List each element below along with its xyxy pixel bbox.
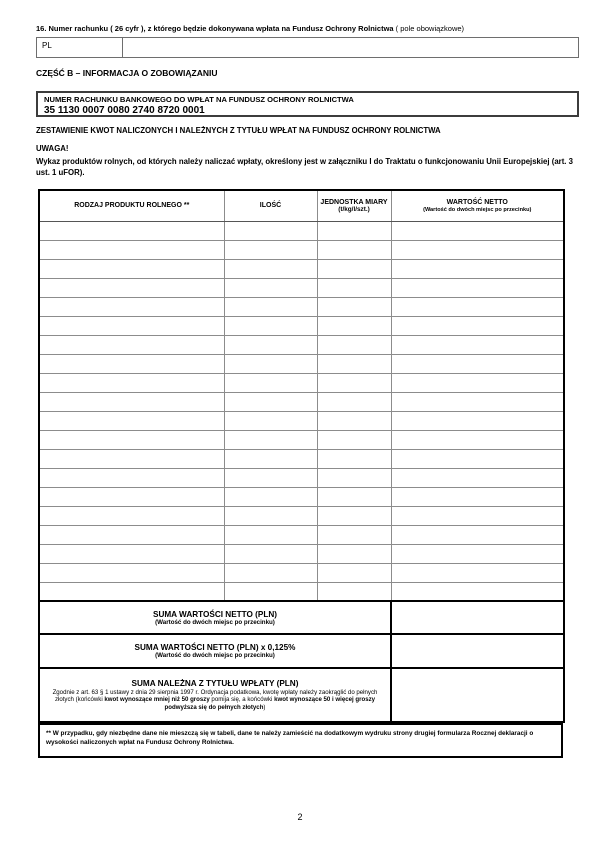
product-row-13 xyxy=(39,449,564,468)
quantity-cell[interactable] xyxy=(224,449,317,468)
product-row-16 xyxy=(39,506,564,525)
account-number-input[interactable] xyxy=(123,38,578,57)
header-unit-subtitle: (t/kg/l/szt.) xyxy=(338,205,370,213)
sum-net-x-rate-value-cell[interactable] xyxy=(391,634,564,668)
fund-bank-account-number: 35 1130 0007 0080 2740 8720 0001 xyxy=(44,105,205,116)
quantity-cell[interactable] xyxy=(224,373,317,392)
product-name-cell[interactable] xyxy=(39,544,224,563)
product-row-17 xyxy=(39,525,564,544)
sum-net-value-cell[interactable] xyxy=(391,601,564,634)
unit-cell[interactable] xyxy=(317,525,391,544)
quantity-cell[interactable] xyxy=(224,430,317,449)
quantity-cell[interactable] xyxy=(224,563,317,582)
product-name-cell[interactable] xyxy=(39,240,224,259)
net-value-cell[interactable] xyxy=(391,468,564,487)
products-table-header-row xyxy=(39,190,564,221)
product-name-cell[interactable] xyxy=(39,221,224,240)
sum-due-label-cell xyxy=(39,668,391,722)
product-row-18 xyxy=(39,544,564,563)
unit-cell[interactable] xyxy=(317,449,391,468)
product-name-cell[interactable] xyxy=(39,259,224,278)
page-number: 2 xyxy=(297,812,303,822)
quantity-cell[interactable] xyxy=(224,487,317,506)
product-row-20 xyxy=(39,582,564,601)
product-name-cell[interactable] xyxy=(39,297,224,316)
unit-cell[interactable] xyxy=(317,335,391,354)
unit-cell[interactable] xyxy=(317,544,391,563)
net-value-cell[interactable] xyxy=(391,373,564,392)
header-unit-label: JEDNOSTKA MIARY xyxy=(320,198,388,206)
quantity-cell[interactable] xyxy=(224,468,317,487)
product-name-cell[interactable] xyxy=(39,335,224,354)
quantity-cell[interactable] xyxy=(224,221,317,240)
net-value-cell[interactable] xyxy=(391,449,564,468)
unit-cell[interactable] xyxy=(317,582,391,601)
notice-title: UWAGA! xyxy=(36,144,69,153)
unit-cell[interactable] xyxy=(317,278,391,297)
net-value-cell[interactable] xyxy=(391,354,564,373)
unit-cell[interactable] xyxy=(317,506,391,525)
product-row-5 xyxy=(39,297,564,316)
product-name-cell[interactable] xyxy=(39,487,224,506)
product-name-cell[interactable] xyxy=(39,468,224,487)
quantity-cell[interactable] xyxy=(224,335,317,354)
unit-cell[interactable] xyxy=(317,221,391,240)
sum-net-x-rate-label-cell xyxy=(39,634,391,668)
product-name-cell[interactable] xyxy=(39,430,224,449)
header-quantity xyxy=(224,190,317,221)
fund-bank-account-box xyxy=(36,91,579,117)
unit-cell[interactable] xyxy=(317,373,391,392)
net-value-cell[interactable] xyxy=(391,278,564,297)
product-row-3 xyxy=(39,259,564,278)
net-value-cell[interactable] xyxy=(391,582,564,601)
product-row-12 xyxy=(39,430,564,449)
net-value-cell[interactable] xyxy=(391,259,564,278)
quantity-cell[interactable] xyxy=(224,354,317,373)
sum-net-label-cell xyxy=(39,601,391,634)
sum-due-row xyxy=(39,668,564,722)
unit-cell[interactable] xyxy=(317,563,391,582)
product-name-cell[interactable] xyxy=(39,525,224,544)
product-name-cell[interactable] xyxy=(39,392,224,411)
products-table-body xyxy=(39,221,564,601)
net-value-cell[interactable] xyxy=(391,392,564,411)
footnote-box xyxy=(38,723,563,758)
product-row-7 xyxy=(39,335,564,354)
unit-cell[interactable] xyxy=(317,354,391,373)
quantity-cell[interactable] xyxy=(224,411,317,430)
product-row-14 xyxy=(39,468,564,487)
net-value-cell[interactable] xyxy=(391,487,564,506)
unit-cell[interactable] xyxy=(317,411,391,430)
net-value-cell[interactable] xyxy=(391,544,564,563)
footnote-text: ** W przypadku, gdy niezbędne dane nie mieszczą się w tabeli, dane te należy zamieścić na dodatkowym wydruku strony drugiej formularza Rocznej deklaracji o wysokości naliczonych wpłat na Fundusz Ochrony Rolnictwa. xyxy=(46,730,534,746)
quantity-cell[interactable] xyxy=(224,525,317,544)
sum-net-title: SUMA WARTOŚCI NETTO (PLN) xyxy=(152,609,278,619)
sum-net-subtitle: (Wartość do dwóch miejsc po przecinku) xyxy=(155,618,275,626)
header-net-value-label: WARTOŚĆ NETTO xyxy=(446,198,508,206)
net-value-cell[interactable] xyxy=(391,411,564,430)
net-value-cell[interactable] xyxy=(391,525,564,544)
part-b-title: CZĘŚĆ B – INFORMACJA O ZOBOWIĄZANIU xyxy=(36,68,218,78)
product-name-cell[interactable] xyxy=(39,354,224,373)
unit-cell[interactable] xyxy=(317,297,391,316)
sum-net-x-rate-subtitle: (Wartość do dwóch miejsc po przecinku) xyxy=(155,652,275,659)
payer-account-number-field xyxy=(36,37,579,58)
unit-cell[interactable] xyxy=(317,430,391,449)
unit-cell[interactable] xyxy=(317,316,391,335)
unit-cell[interactable] xyxy=(317,392,391,411)
header-quantity-label: ILOŚĆ xyxy=(259,202,282,210)
quantity-cell[interactable] xyxy=(224,582,317,601)
product-row-6 xyxy=(39,316,564,335)
product-name-cell[interactable] xyxy=(39,449,224,468)
statement-heading: ZESTAWIENIE KWOT NALICZONYCH I NALEŻNYCH Z TYTUŁU WPŁAT NA FUNDUSZ OCHRONY ROLNICTWA xyxy=(36,126,441,135)
quantity-cell[interactable] xyxy=(224,278,317,297)
net-value-cell[interactable] xyxy=(391,221,564,240)
product-row-11 xyxy=(39,411,564,430)
net-value-cell[interactable] xyxy=(391,430,564,449)
header-product-type-label: RODZAJ PRODUKTU ROLNEGO ** xyxy=(74,202,190,210)
sum-due-title: SUMA NALEŻNA Z TYTUŁU WPŁATY (PLN) xyxy=(131,678,299,688)
sum-net-x-rate-row xyxy=(39,634,564,668)
sum-net-x-rate-title: SUMA WARTOŚCI NETTO (PLN) x 0,125% xyxy=(134,643,296,652)
unit-cell[interactable] xyxy=(317,487,391,506)
sum-due-note: Zgodnie z art. 63 § 1 ustawy z dnia 29 sierpnia 1997 r. Ordynacja podatkowa, kwotę wpłaty należy zaokrąglić do pełnych złotych (końcówki kwot wynoszące mniej niż 50 groszy pomija się, a końcówki kwot wynoszące 50 i więcej groszy podwyższa się do pełnych złotych) xyxy=(52,688,378,711)
product-row-9 xyxy=(39,373,564,392)
product-name-cell[interactable] xyxy=(39,506,224,525)
products-table xyxy=(38,189,565,723)
product-name-cell[interactable] xyxy=(39,373,224,392)
quantity-cell[interactable] xyxy=(224,297,317,316)
product-name-cell[interactable] xyxy=(39,563,224,582)
unit-cell[interactable] xyxy=(317,259,391,278)
sum-due-value-cell[interactable] xyxy=(391,668,564,722)
unit-cell[interactable] xyxy=(317,468,391,487)
header-unit xyxy=(317,190,391,221)
product-row-8 xyxy=(39,354,564,373)
field16-label xyxy=(36,24,586,33)
net-value-cell[interactable] xyxy=(391,563,564,582)
header-net-value xyxy=(391,190,564,221)
product-row-4 xyxy=(39,278,564,297)
product-row-2 xyxy=(39,240,564,259)
product-row-1 xyxy=(39,221,564,240)
country-prefix-cell[interactable]: PL xyxy=(37,38,123,57)
notice-body: Wykaz produktów rolnych, od których należy naliczać wpłaty, określony jest w załączniku I do Traktatu o funkcjonowaniu Unii Europejskiej (art. 3 ust. 1 uFOR). xyxy=(36,157,573,177)
field16-label-main: 16. Numer rachunku ( 26 cyfr ), z którego będzie dokonywana wpłata na Fundusz Ochrony Rolnictwa xyxy=(36,24,394,33)
field16-label-note: ( pole obowiązkowe) xyxy=(395,24,465,33)
net-value-cell[interactable] xyxy=(391,335,564,354)
product-name-cell[interactable] xyxy=(39,316,224,335)
sum-net-row xyxy=(39,601,564,634)
header-product-type xyxy=(39,190,224,221)
quantity-cell[interactable] xyxy=(224,316,317,335)
net-value-cell[interactable] xyxy=(391,316,564,335)
unit-cell[interactable] xyxy=(317,240,391,259)
quantity-cell[interactable] xyxy=(224,544,317,563)
header-net-value-subtitle: (Wartość do dwóch miejsc po przecinku) xyxy=(423,206,532,213)
net-value-cell[interactable] xyxy=(391,240,564,259)
quantity-cell[interactable] xyxy=(224,392,317,411)
product-name-cell[interactable] xyxy=(39,582,224,601)
product-row-19 xyxy=(39,563,564,582)
net-value-cell[interactable] xyxy=(391,506,564,525)
quantity-cell[interactable] xyxy=(224,240,317,259)
product-row-10 xyxy=(39,392,564,411)
quantity-cell[interactable] xyxy=(224,259,317,278)
fund-bank-account-title: NUMER RACHUNKU BANKOWEGO DO WPŁAT NA FUNDUSZ OCHRONY ROLNICTWA xyxy=(44,95,354,104)
product-row-15 xyxy=(39,487,564,506)
quantity-cell[interactable] xyxy=(224,506,317,525)
product-name-cell[interactable] xyxy=(39,278,224,297)
net-value-cell[interactable] xyxy=(391,297,564,316)
product-name-cell[interactable] xyxy=(39,411,224,430)
